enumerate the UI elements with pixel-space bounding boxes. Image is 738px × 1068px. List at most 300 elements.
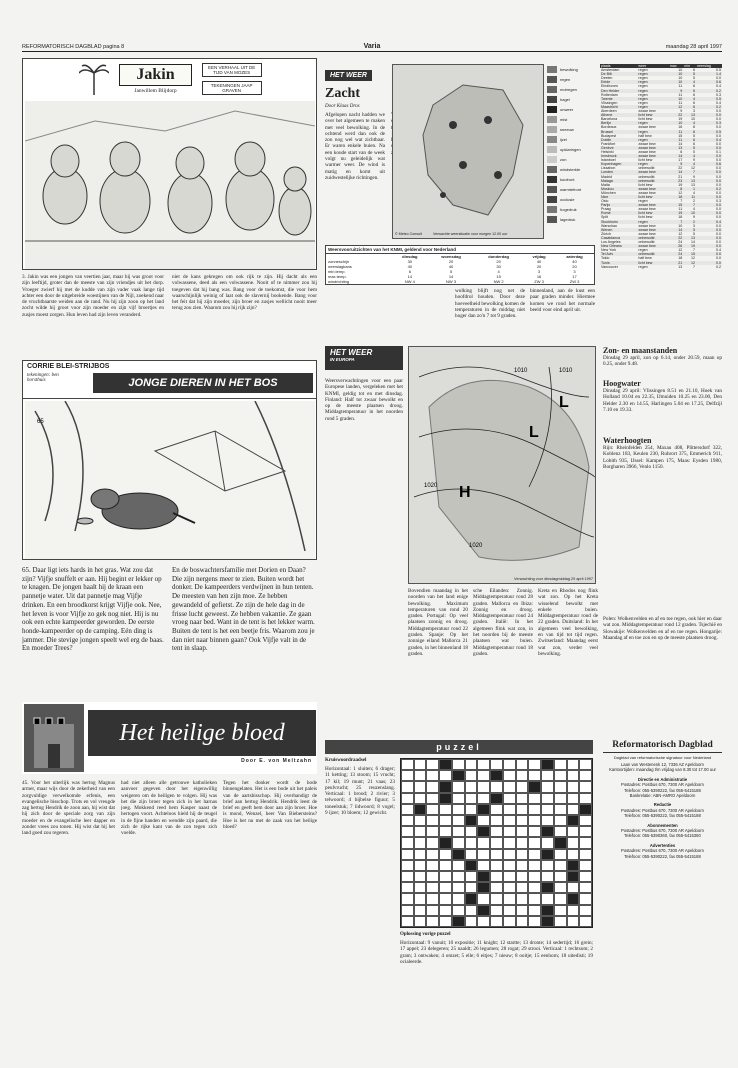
knmi-day: donderdag [488,254,509,259]
city-cell: licht bew [638,215,653,220]
city-cell: 0.0 [716,154,721,159]
crossword-cell[interactable] [490,770,503,781]
city-cell: 0.0 [716,158,721,163]
crossword-cell[interactable] [401,770,414,781]
crossword-cell[interactable] [439,781,452,792]
crossword-cell[interactable] [554,871,567,882]
crossword-cell[interactable] [528,793,541,804]
crossword-cell[interactable] [541,860,554,871]
crossword-cell[interactable] [426,905,439,916]
crossword-cell[interactable] [516,849,529,860]
jakin-text-col2: niet de kans gekregen om ook rijk te zijn. Hij dacht als een volwassene, deed als een volwassene. Nooit of te nimmer zou hij toegeven dat hij bang was. Bang voor de toekomst, die voor hem waarschijnlijk weinig of laat ook de slavernij bookende. Bang voor het feit dat hij zijn moeder, zijn broer en zusjes wellicht nooit meer terug zou zien. Waarom zou hij rijk zijn? [172,274,317,312]
crossword-cell[interactable] [465,815,478,826]
crossword-cell[interactable] [439,871,452,882]
section-title: Varia [363,43,381,50]
legend-label: motregen [560,86,577,92]
crossword-cell[interactable] [477,759,490,770]
crossword-cell[interactable] [426,793,439,804]
crossword-cell[interactable] [579,871,592,882]
knmi-cell: 17 [572,274,577,279]
city-cell: Twente [601,96,613,101]
crossword-cell[interactable] [579,781,592,792]
crossword-cell[interactable] [554,770,567,781]
crossword-cell[interactable] [516,860,529,871]
colophon-line: Advertenties [649,842,676,848]
city-cell: Rotterdam [601,92,618,97]
city-cell: 26 [678,244,683,249]
crossword-cell[interactable] [554,793,567,804]
legend-item [547,164,597,174]
crossword-cell[interactable] [477,849,490,860]
crossword-cell[interactable] [503,916,516,927]
city-cell: onbewolkt [638,174,655,179]
crossword-cell[interactable] [503,759,516,770]
crossword-cell[interactable] [516,837,529,848]
knmi-day: woensdag [441,254,461,259]
crossword-cell[interactable] [401,882,414,893]
crossword-cell[interactable] [414,871,427,882]
crossword-cell[interactable] [426,826,439,837]
crossword-cell[interactable] [579,893,592,904]
city-cell: 7 [680,199,683,204]
crossword-cell[interactable] [465,871,478,882]
crossword-cell[interactable] [401,804,414,815]
crossword-cell[interactable] [541,882,554,893]
crossword-cell[interactable] [541,793,554,804]
city-cell: 12 [678,248,683,253]
crossword-cell[interactable] [477,793,490,804]
crossword-cell[interactable] [401,826,414,837]
crossword-cell[interactable] [426,860,439,871]
crossword-cell[interactable] [528,815,541,826]
crossword-cell[interactable] [516,759,529,770]
crossword-cell[interactable] [439,882,452,893]
crossword-cell[interactable] [439,837,452,848]
crossword-cell[interactable] [567,893,580,904]
europe-text-3: sche Eilanden: Zonnig. Middagtemperatuur rond 28 graden. Mallorca en Ibiza: Zonnig en droog. Middagtemperatuur rond 24 graden. Italië: In het algemeen flink wat zon, in het noorden bij de meeste plaatsen wat buien. Middagtemperatuur rond 18 graden. [473,588,533,657]
crossword-cell[interactable] [401,849,414,860]
crossword-grid[interactable] [400,758,593,928]
crossword-cell[interactable] [426,849,439,860]
crossword-cell[interactable] [477,882,490,893]
crossword-cell[interactable] [490,871,503,882]
crossword-cell[interactable] [579,882,592,893]
crossword-cell[interactable] [452,804,465,815]
crossword-cell[interactable] [516,905,529,916]
city-cell: Parijs [601,203,610,208]
city-cell: regen [638,96,648,101]
city-cell: De Bilt [601,72,612,77]
crossword-cell[interactable] [516,815,529,826]
legend-label: warmtefront [560,186,582,192]
crossword-cell[interactable] [528,759,541,770]
crossword-cell[interactable] [477,804,490,815]
crossword-cell[interactable] [554,849,567,860]
crossword-cell[interactable] [465,770,478,781]
crossword-cell[interactable] [477,871,490,882]
crossword-cell[interactable] [401,781,414,792]
crossword-cell[interactable] [490,759,503,770]
crossword-cell[interactable] [414,793,427,804]
crossword-cell[interactable] [554,815,567,826]
crossword-cell[interactable] [401,893,414,904]
city-cell: regen [638,92,648,97]
crossword-cell[interactable] [503,781,516,792]
crossword-cell[interactable] [528,804,541,815]
crossword-cell[interactable] [528,916,541,927]
crossword-cell[interactable] [401,793,414,804]
knmi-cell: 6 [408,269,411,274]
colophon-line: Telefoon: 055-5390222, fax 055-5415188 [624,813,701,819]
crossword-cell[interactable] [541,815,554,826]
crossword-cell[interactable] [567,882,580,893]
crossword-cell[interactable] [516,871,529,882]
crossword-cell[interactable] [490,815,503,826]
crossword-cell[interactable] [426,759,439,770]
crossword-cell[interactable] [541,893,554,904]
crossword-cell[interactable] [401,837,414,848]
crossword-cell[interactable] [516,793,529,804]
city-cell: 0.0 [716,215,721,220]
crossword-cell[interactable] [490,793,503,804]
crossword-cell[interactable] [541,871,554,882]
city-cell: 11 [678,100,683,105]
crossword-cell[interactable] [516,781,529,792]
crossword-cell[interactable] [439,916,452,927]
crossword-cell[interactable] [554,837,567,848]
crossword-cell[interactable] [477,781,490,792]
jakin-author: Janwillem Blijdorp [134,88,177,94]
crossword-cell[interactable] [516,804,529,815]
legend-label: ijzel [560,136,567,142]
city-cell: Kopenhagen [601,162,622,167]
crossword-cell[interactable] [579,849,592,860]
crossword-cell[interactable] [490,781,503,792]
city-cell: Tunis [601,260,610,265]
crossword-cell[interactable] [414,781,427,792]
crossword-cell[interactable] [503,826,516,837]
crossword-cell[interactable] [541,916,554,927]
crossword-cell[interactable] [414,815,427,826]
crossword-cell[interactable] [528,770,541,781]
crossword-cell[interactable] [414,860,427,871]
city-cell: 5 [693,231,696,236]
crossword-cell[interactable] [567,871,580,882]
colophon-line: Laan van Westenenk 12, 7336 AZ Apeldoorn [620,762,705,767]
legend-item [547,204,597,214]
crossword-cell[interactable] [465,882,478,893]
jakin-subtitle: EEN VERHAAL UIT DE TIJD VAN MOZES [202,63,262,77]
crossword-cell[interactable] [541,905,554,916]
crossword-cell[interactable] [477,916,490,927]
legend-icon [547,166,557,173]
crossword-cell[interactable] [579,860,592,871]
crossword-cell[interactable] [567,770,580,781]
crossword-cell[interactable] [465,837,478,848]
crossword-cell[interactable] [490,860,503,871]
crossword-cell[interactable] [477,770,490,781]
knmi-cell: zonneschijn [328,259,350,264]
crossword-cell[interactable] [567,815,580,826]
city-cell: 18 [678,215,683,220]
bloed-text-col3: Tegen het donker wordt de bode binnengelaten. Het is een bode uit het paleis van de aartsbisschop. Hij overhandigt de brief aan hertog Hendrik. Hendrik leest de brief en geeft hem door aan zijn broer. Hoe is mond, Wenzel, heer Van Biebersteins? Hoe is het nu met de zaak van het heilige bloed? [223,780,317,831]
city-cell: 6 [693,68,696,73]
crossword-cell[interactable] [579,905,592,916]
crossword-cell[interactable] [567,837,580,848]
crossword-cell[interactable] [477,860,490,871]
crossword-cell[interactable] [554,860,567,871]
crossword-cell[interactable] [465,893,478,904]
crossword-cell[interactable] [426,770,439,781]
crossword-cell[interactable] [439,804,452,815]
crossword-cell[interactable] [452,882,465,893]
crossword-cell[interactable] [579,804,592,815]
crossword-cell[interactable] [554,916,567,927]
water-levels-title: Waterhoogten [603,436,652,445]
crossword-cell[interactable] [426,916,439,927]
crossword-cell[interactable] [541,849,554,860]
crossword-cell[interactable] [528,905,541,916]
crossword-cell[interactable] [528,893,541,904]
crossword-cell[interactable] [414,837,427,848]
crossword-cell[interactable] [452,871,465,882]
crossword-cell[interactable] [490,893,503,904]
crossword-cell[interactable] [528,871,541,882]
crossword-cell[interactable] [516,882,529,893]
crossword-cell[interactable] [516,916,529,927]
crossword-cell[interactable] [528,826,541,837]
crossword-cell[interactable] [516,893,529,904]
crossword-cell[interactable] [554,781,567,792]
crossword-cell[interactable] [439,849,452,860]
crossword-cell[interactable] [477,893,490,904]
crossword-cell[interactable] [579,793,592,804]
crossword-cell[interactable] [439,815,452,826]
crossword-cell[interactable] [554,804,567,815]
crossword-cell[interactable] [579,837,592,848]
europe-text-1: Weersverwachtingen voor een paar Europese landen, vergeleken met het KNMI, geldig tot en met dinsdag. Finland: Half tot zwaar bewolkt en op de meeste plaatsen droog. Middagtemperatuur in het noorden rond 5 graden. [325,378,403,422]
crossword-cell[interactable] [554,826,567,837]
crossword-cell[interactable] [439,770,452,781]
knmi-cell: 15 [496,274,501,279]
crossword-cell[interactable] [528,882,541,893]
legend-label: windsterkte [560,166,581,172]
crossword-cell[interactable] [452,905,465,916]
crossword-cell[interactable] [503,793,516,804]
crossword-cell[interactable] [567,781,580,792]
crossword-cell[interactable] [528,781,541,792]
crossword-cell[interactable] [465,905,478,916]
dieren-title: JONGE DIEREN IN HET BOS [93,373,313,393]
city-cell: Tokio [601,256,610,261]
crossword-cell[interactable] [414,849,427,860]
legend-icon [547,206,557,213]
crossword-cell[interactable] [541,826,554,837]
city-cell: Casablanca [601,235,620,240]
crossword-cell[interactable] [452,793,465,804]
crossword-cell[interactable] [414,882,427,893]
crossword-cell[interactable] [426,871,439,882]
crossword-cell[interactable] [426,882,439,893]
crossword-cell[interactable] [490,837,503,848]
crossword-cell[interactable] [567,759,580,770]
crossword-cell[interactable] [528,860,541,871]
crossword-cell[interactable] [477,826,490,837]
crossword-cell[interactable] [567,905,580,916]
crossword-cell[interactable] [490,826,503,837]
crossword-cell[interactable] [567,916,580,927]
crossword-cell[interactable] [528,837,541,848]
crossword-cell[interactable] [439,793,452,804]
crossword-cell[interactable] [503,815,516,826]
knmi-cell: 20 [536,264,542,269]
crossword-cell[interactable] [477,815,490,826]
crossword-cell[interactable] [439,893,452,904]
city-cell: Warschau [601,223,618,228]
water-levels-text: Rijn: Rheinfelden 254, Maxau 408, Plittersdorf 322, Koblenz 183, Keulen 230, Ruhrort 375, Emmerich 911, Lobith 935, IJssel: Kampen 175, Maas: Eysden 1980, Borgharen 3966, Venlo 1150. [603,445,722,470]
legend-item [547,64,597,74]
crossword-cell[interactable] [579,770,592,781]
legend-label: opklaringen [560,146,581,152]
crossword-cell[interactable] [503,860,516,871]
city-cell: licht bew [638,211,653,216]
crossword-cell[interactable] [401,871,414,882]
crossword-cell[interactable] [465,826,478,837]
header-left: REFORMATORISCH DAGBLAD pagina 8 [22,44,125,50]
crossword-cell[interactable] [401,905,414,916]
crossword-cell[interactable] [426,804,439,815]
crossword-cell[interactable] [503,905,516,916]
crossword-cell[interactable] [452,837,465,848]
crossword-cell[interactable] [465,793,478,804]
crossword-cell[interactable] [503,882,516,893]
crossword-cell[interactable] [490,849,503,860]
crossword-cell[interactable] [579,916,592,927]
crossword-cell[interactable] [503,837,516,848]
crossword-cell[interactable] [452,815,465,826]
crossword-cell[interactable] [579,759,592,770]
crossword-cell[interactable] [490,905,503,916]
crossword-cell[interactable] [426,781,439,792]
crossword-cell[interactable] [554,759,567,770]
crossword-cell[interactable] [452,893,465,904]
crossword-cell[interactable] [426,837,439,848]
crossword-cell[interactable] [439,759,452,770]
legend-icon [547,196,557,203]
city-cell: 0.0 [716,141,721,146]
crossword-cell[interactable] [567,826,580,837]
crossword-cell[interactable] [503,770,516,781]
crossword-cell[interactable] [439,826,452,837]
crossword-cell[interactable] [414,916,427,927]
crossword-cell[interactable] [414,759,427,770]
crossword-cell[interactable] [554,905,567,916]
crossword-cell[interactable] [465,860,478,871]
crossword-cell[interactable] [414,893,427,904]
colophon-line: Abonnementen [647,822,678,828]
crossword-cell[interactable] [401,815,414,826]
crossword-cell[interactable] [516,826,529,837]
crossword-cell[interactable] [541,804,554,815]
crossword-cell[interactable] [414,804,427,815]
knmi-cell: 4 [497,269,500,274]
crossword-cell[interactable] [541,781,554,792]
crossword-cell[interactable] [567,849,580,860]
crossword-cell[interactable] [465,916,478,927]
city-cell: 0.0 [716,195,721,199]
crossword-cell[interactable] [567,793,580,804]
crossword-cell[interactable] [452,770,465,781]
crossword-cell[interactable] [490,882,503,893]
city-cell: 9 [693,174,696,179]
crossword-cell[interactable] [477,837,490,848]
city-cell: 13 [691,235,696,240]
city-cell: 11 [678,92,683,97]
crossword-cell[interactable] [528,849,541,860]
crossword-cell[interactable] [401,916,414,927]
crossword-cell[interactable] [401,860,414,871]
crossword-cell[interactable] [516,770,529,781]
city-cell: 19 [691,244,696,249]
crossword-cell[interactable] [465,849,478,860]
crossword-cell[interactable] [465,759,478,770]
crossword-cell[interactable] [414,905,427,916]
crossword-cell[interactable] [452,916,465,927]
crossword-cell[interactable] [490,916,503,927]
crossword-cell[interactable] [452,826,465,837]
crossword-cell[interactable] [503,871,516,882]
dieren-illustration [25,401,315,559]
crossword-cell[interactable] [401,759,414,770]
crossword-cell[interactable] [541,759,554,770]
crossword-cell[interactable] [439,860,452,871]
city-cell: Den Helder [601,88,620,93]
crossword-cell[interactable] [452,781,465,792]
dieren-comic [22,360,317,560]
crossword-cell[interactable] [426,815,439,826]
crossword-cell[interactable] [503,893,516,904]
crossword-cell[interactable] [439,905,452,916]
crossword-cell[interactable] [554,882,567,893]
city-cell: 10 [691,211,696,216]
crossword-cell[interactable] [541,770,554,781]
crossword-cell[interactable] [477,905,490,916]
city-cell: Oslo [601,199,609,204]
crossword-cell[interactable] [567,860,580,871]
crossword-cell[interactable] [426,893,439,904]
city-cell: 6 [693,92,696,97]
crossword-cell[interactable] [554,893,567,904]
crossword-cell[interactable] [503,804,516,815]
crossword-cell[interactable] [465,781,478,792]
crossword-cell[interactable] [490,804,503,815]
crossword-cell[interactable] [452,860,465,871]
crossword-cell[interactable] [541,837,554,848]
crossword-cell[interactable] [414,826,427,837]
crossword-cell[interactable] [579,826,592,837]
crossword-cell[interactable] [465,804,478,815]
city-cell: 0.0 [716,190,721,195]
crossword-cell[interactable] [567,804,580,815]
crossword-cell[interactable] [579,815,592,826]
city-cell: 0.0 [716,211,721,216]
city-cell: Istanboel [601,158,616,163]
crossword-cell[interactable] [503,849,516,860]
crossword-cell[interactable] [452,759,465,770]
crossword-cell[interactable] [452,849,465,860]
city-cell: 7 [693,264,696,269]
crossword-cell[interactable] [414,770,427,781]
